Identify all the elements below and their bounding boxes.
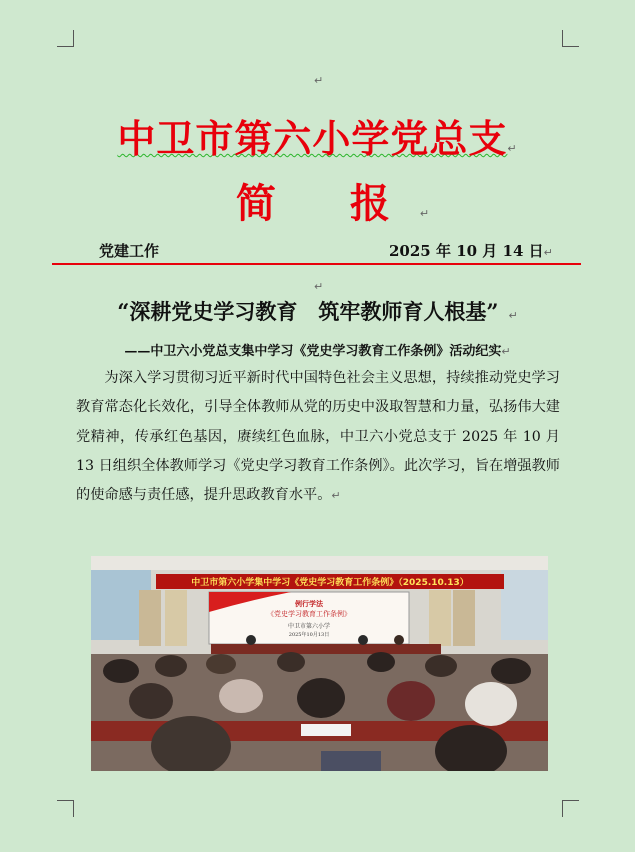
article-headline-text: “深耕党史学习教育 筑牢教师育人根基” — [117, 299, 499, 324]
article-body — [76, 364, 560, 510]
meeting-photo — [91, 556, 548, 771]
column-label: 党建工作 — [99, 242, 160, 260]
attendee — [277, 652, 305, 672]
article-subheadline — [0, 340, 635, 359]
desk-paper — [301, 724, 351, 736]
paragraph-mark: ↵ — [508, 309, 518, 322]
paragraph-mark: ↵ — [543, 246, 553, 259]
wall-poster-right-1 — [429, 590, 451, 646]
attendee — [103, 659, 139, 683]
doc-type-text: 简 报 — [235, 180, 420, 227]
attendee — [367, 652, 395, 672]
attendee — [425, 655, 457, 677]
wall-poster-left-2 — [165, 590, 187, 646]
attendee — [491, 658, 531, 684]
attendee — [219, 679, 263, 713]
screen-org: 中卫市第六小学 — [287, 623, 331, 630]
screen-title: 《党史学习教育工作条例》 — [267, 610, 351, 618]
doc-type-title — [0, 172, 635, 229]
wall-poster-right-2 — [453, 590, 475, 646]
screen-heading: 例行学法 — [295, 599, 323, 608]
header-divider — [52, 263, 581, 265]
attendee — [465, 682, 517, 726]
meeting-photo-illustration — [91, 556, 548, 771]
paragraph-mark: ↵ — [314, 280, 324, 293]
paragraph-mark: ↵ — [419, 207, 430, 220]
org-title-text: 中卫市第六小学党总支 — [117, 116, 508, 161]
wall-poster-left-1 — [139, 590, 161, 646]
attendee — [297, 678, 345, 718]
speaker-2 — [358, 635, 368, 645]
corner-mark-bottom-left — [57, 800, 74, 817]
article-paragraph: 为深入学习贯彻习近平新时代中国特色社会主义思想，持续推动党史学习教育常态化长效化，引导全体教师从党的历史中汲取智慧和力量，弘扬伟大建党精神，传承红色基因，赓续红色血脉，中卫六小党总支于 2025 年 10 月 13 日组织全体教师学习《党史学习教育工作条例》。此次学习，旨在增强教师的使命感与责任感，提升思政教育水平。 — [76, 370, 560, 504]
attendee — [155, 655, 187, 677]
corner-mark-top-left — [57, 30, 74, 47]
screen-date: 2025年10月13日 — [288, 632, 330, 638]
photo-banner-text: 中卫市第六小学集中学习《党史学习教育工作条例》（2025.10.13） — [191, 578, 469, 588]
chair-back — [321, 751, 381, 771]
speaker-3 — [394, 635, 404, 645]
article-subheadline-text: ——中卫六小党总支集中学习《党史学习教育工作条例》活动纪实 — [124, 344, 502, 359]
org-title — [0, 108, 635, 163]
attendee — [206, 654, 236, 674]
corner-mark-top-right — [562, 30, 579, 47]
paragraph-mark: ↵ — [331, 489, 341, 503]
paragraph-mark: ↵ — [314, 74, 324, 87]
issue-date-text: 2025 年 10 月 14 日 — [389, 242, 544, 260]
podium-table — [211, 644, 441, 654]
window-right — [501, 570, 548, 640]
speaker-1 — [246, 635, 256, 645]
article-headline — [0, 296, 635, 326]
attendee — [129, 683, 173, 719]
issue-date — [389, 240, 553, 261]
paragraph-mark: ↵ — [501, 345, 511, 358]
ceiling — [91, 556, 548, 570]
attendee — [387, 681, 435, 721]
corner-mark-bottom-right — [562, 800, 579, 817]
paragraph-mark: ↵ — [507, 142, 518, 155]
